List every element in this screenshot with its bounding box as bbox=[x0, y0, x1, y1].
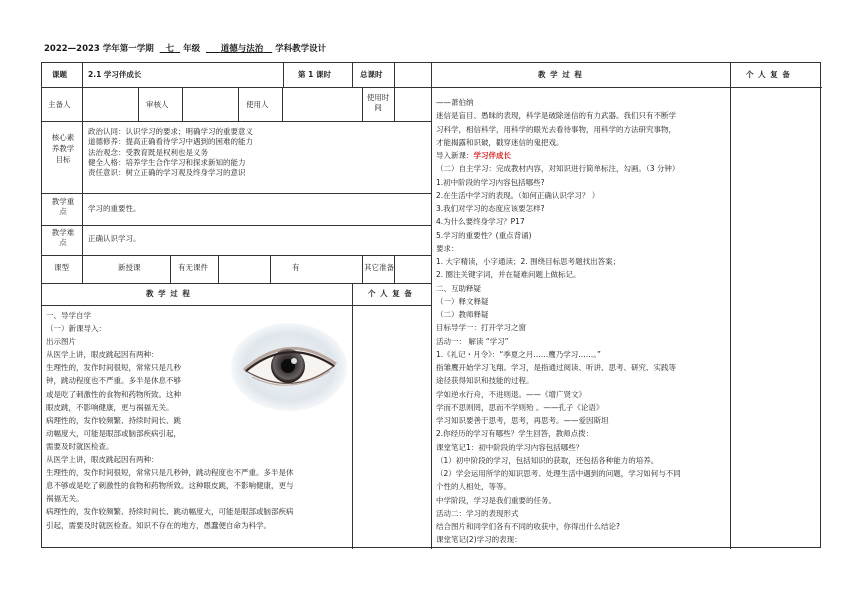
header-grade-unit: 年级 bbox=[183, 44, 201, 54]
text-line: 1.初中阶段的学习内容包括哪些? bbox=[436, 177, 545, 187]
text-line: 课堂笔记(2)学习的表现： bbox=[436, 535, 522, 545]
review-header-right: 个 人 复 备 bbox=[746, 70, 791, 79]
text-line: 要求： bbox=[436, 243, 459, 253]
header-grade: 七 bbox=[165, 44, 175, 54]
use-time-label: 使用时间 bbox=[366, 93, 390, 113]
period-label: 第 1 课时 bbox=[298, 70, 331, 79]
text-line: 病理性的，发作较频繁、持续时间长、跳 bbox=[46, 415, 181, 425]
focus-value: 学习的重要性。 bbox=[88, 204, 141, 213]
text-line: 眼皮跳，不影响健康，更与祸福无关。 bbox=[46, 402, 174, 412]
preparer-label: 主备人 bbox=[48, 100, 71, 109]
text-line: 息不够或是吃了刺激性的食物和药物所致。这种眼皮跳，不影响健康，更与 bbox=[46, 481, 294, 491]
text-line: 1. 大字精读，小字通读；2. 围绕目标思考题找出答案； bbox=[436, 257, 621, 266]
text-line: 动幅度大，可能是眼部或脑部疾病引起， bbox=[46, 428, 181, 438]
user-label: 使用人 bbox=[246, 100, 269, 109]
goal-line: 政治认同：认识学习的要求；明确学习的重要意义 bbox=[88, 127, 253, 136]
header-term: 学年第一学期 bbox=[102, 44, 154, 54]
text-line: 3.我们对学习的态度应该要怎样? bbox=[436, 204, 545, 213]
text-line: 二、互助释疑 bbox=[436, 283, 481, 293]
text-line: 需要及时就医检查。 bbox=[46, 441, 114, 451]
text-line: 2. 圈注关键字词，并在疑难问题上做标记。 bbox=[436, 270, 581, 280]
right-process-content bbox=[436, 96, 681, 547]
text-line: 习科学，相信科学，用科学的眼光去看待事物，用科学的方法研究事物， bbox=[436, 124, 676, 134]
text-line: 生理性的，发作时间很短，常常只是几秒 bbox=[46, 363, 181, 373]
text-line: 一、导学自学 bbox=[46, 311, 91, 320]
text-line: 途径获得知识和技能的过程。 bbox=[436, 376, 534, 386]
text-line: 活动一： 解读 “学习” bbox=[436, 336, 509, 346]
review-header-left: 个 人 复 备 bbox=[368, 289, 413, 298]
text-line: 活动二：学习的表现形式 bbox=[436, 508, 519, 518]
text-line: 生理性的，发作时间很短，常常只是几秒钟，跳动程度也不严重。多半是休 bbox=[46, 468, 294, 478]
text-line: 2.你经历的学习有哪些？学生回答，教师点拨： bbox=[436, 429, 594, 439]
text-line: 5.学习的重要性？(重点背诵) bbox=[436, 230, 532, 240]
text-line: 学习知识要善于思考，思考，再思考。——爱因斯坦 bbox=[436, 416, 609, 425]
text-line: 目标导学一：打开学习之窗 bbox=[436, 323, 526, 333]
eye-photo bbox=[230, 322, 348, 412]
text-line: 从医学上讲，眼皮跳起因有两种： bbox=[46, 455, 159, 465]
text-line: 结合图片和同学们各有不同的收获中，你得出什么结论? bbox=[436, 522, 620, 531]
text-line: 或是吃了刺激性的食物和药物所致。这种 bbox=[46, 389, 181, 399]
lesson-title-highlight: 学习伴成长 bbox=[473, 151, 511, 160]
text-line: 病理性的，发作较频繁、持续时间长、跳动幅度大，可能是眼部或脑部疾病 bbox=[46, 507, 294, 517]
goal-line: 法治观念：受教育既是权利也是义务 bbox=[88, 147, 208, 157]
text-line: （一）释文释疑 bbox=[436, 296, 489, 306]
text-line: 1.《礼记・月令》：“季夏之月……鹰乃学习……。” bbox=[436, 349, 601, 359]
text-line: （2）学会运用所学的知识思考、处理生活中遇到的问题，学习如何与不同 bbox=[436, 469, 681, 478]
focus-label: 教学重点 bbox=[51, 197, 75, 217]
text-line: ——萧伯纳 bbox=[436, 98, 474, 107]
difficulty-value: 正确认识学习。 bbox=[88, 234, 141, 243]
total-periods-label: 总课时 bbox=[360, 70, 383, 79]
other-prep-label: 其它准备 bbox=[364, 263, 394, 272]
goal-line: 道德修养：提高正确看待学习中遇到的困难的能力 bbox=[88, 137, 253, 147]
text-line: 学如逆水行舟，不进则退。——《增广贤文》 bbox=[436, 389, 586, 399]
text-line: 出示图片 bbox=[46, 337, 76, 347]
text-line: 中学阶段，学习是我们重要的任务。 bbox=[436, 495, 556, 505]
difficulty-label: 教学难点 bbox=[51, 228, 75, 248]
header-subject: 道德与法治 bbox=[220, 44, 264, 54]
topic-label: 课题 bbox=[52, 70, 67, 79]
goal-line: 健全人格：培养学生合作学习和探求新知的能力 bbox=[88, 158, 246, 168]
text-line: 个性的人相处，等等。 bbox=[436, 482, 511, 492]
process-header-left: 教 学 过 程 bbox=[146, 289, 191, 298]
lesson-type-value: 新授课 bbox=[118, 263, 141, 272]
document-header bbox=[44, 44, 424, 56]
text-line: 学而不思则罔，思而不学则殆 。——孔子《论语》 bbox=[436, 402, 604, 412]
text-line: 课堂笔记1：初中阶段的学习内容包括哪些？ bbox=[436, 442, 584, 452]
text-line: 4.为什么要终身学习？P17 bbox=[436, 217, 525, 227]
courseware-value: 有 bbox=[292, 263, 300, 272]
text-line: 祸福无关。 bbox=[46, 494, 84, 504]
header-year: 2022—2023 bbox=[44, 44, 100, 54]
courseware-label: 有无课件 bbox=[178, 263, 208, 272]
goals-list bbox=[88, 127, 253, 179]
lesson-plan-table bbox=[41, 62, 821, 548]
text-line: 迷信是盲目、愚昧的表现，科学是破除迷信的有力武器。我们只有不断学 bbox=[436, 111, 676, 121]
text-line: 导入新课：学习伴成长 bbox=[436, 151, 511, 160]
text-line: （二）教师释疑 bbox=[436, 310, 489, 319]
text-line: 才能揭露和识破，戳穿迷信的鬼把戏。 bbox=[436, 137, 564, 147]
reviewer-label: 审核人 bbox=[146, 100, 169, 109]
text-line: 引起，需要及时就医检查。知识不存在的地方，愚蠢便自命为科学。 bbox=[46, 520, 271, 530]
header-doc-type: 学科教学设计 bbox=[275, 44, 327, 54]
text-line: 从医学上讲，眼皮跳起因有两种： bbox=[46, 350, 159, 360]
text-line: 2.在生活中学习的表现。（如何正确认识学习？ ） bbox=[436, 190, 600, 200]
goals-label: 核心素养教学目标 bbox=[51, 133, 75, 164]
lesson-type-label: 课型 bbox=[54, 263, 69, 272]
text-line: （二）自主学习：完成教材内容，对知识进行简单标注，勾画。（3 分钟） bbox=[436, 164, 680, 174]
text-line: （一）新课导入： bbox=[46, 324, 106, 334]
text-line: 指雏鹰开始学习飞翔。学习，是指通过阅读、听讲、思考、研究、实践等 bbox=[436, 363, 676, 372]
text-line: （1）初中阶段的学习，包括知识的获取，还包括各种能力的培养。 bbox=[436, 455, 659, 465]
topic-value: 2.1 学习伴成长 bbox=[88, 70, 142, 79]
process-header-right: 教 学 过 程 bbox=[538, 70, 583, 79]
text-line: 钟，跳动程度也不严重。多半是休息不够 bbox=[46, 376, 181, 386]
goal-line: 责任意识：树立正确的学习观及终身学习的意识 bbox=[88, 168, 246, 178]
